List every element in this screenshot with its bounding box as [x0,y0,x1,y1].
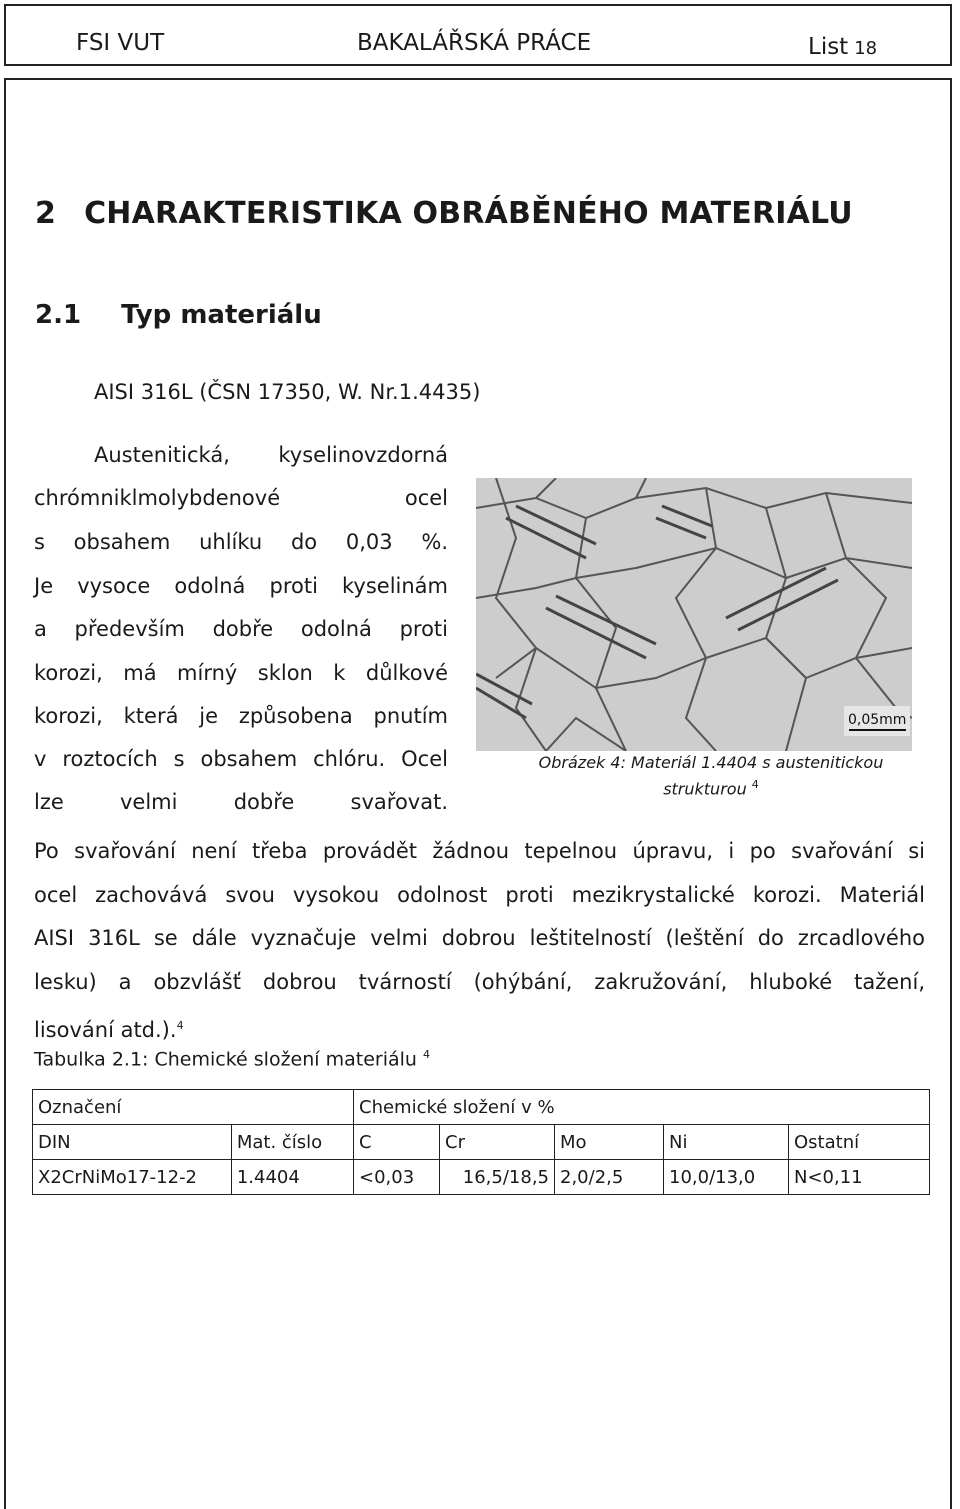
table-caption-reference: 4 [423,1048,430,1061]
material-designation: AISI 316L (ČSN 17350, W. Nr.1.4435) [94,380,481,404]
header-page-number [808,34,877,60]
table-row [33,1090,930,1125]
chapter-title: CHARAKTERISTIKA OBRÁBĚNÉHO MATERIÁLU [84,196,853,231]
paragraph-line: lesku) a obzvlášť dobrou tvárností (ohýbání, zakružování, hluboké tažení, [34,969,925,994]
table-caption-text: Tabulka 2.1: Chemické složení materiálu [34,1048,417,1071]
caption-reference: 4 [751,778,759,791]
table-cell: Mat. číslo [231,1125,353,1160]
paragraph-line: AISI 316L se dále vyznačuje velmi dobrou leštitelností (leštění do zrcadlového [34,926,925,950]
header-page-value: 18 [854,38,878,59]
scale-bar-label: 0,05mm [848,712,907,728]
microstructure-image [476,478,912,751]
caption-line-2 [476,774,946,800]
text-line: v roztocích s obsahem chlóru. Ocel [34,747,448,771]
text-line: a především dobře odolná proti [34,617,448,641]
header-page-label: List [808,34,849,60]
paragraph-line: ocel zachovává svou vysokou odolnost proti mezikrystalické korozi. Materiál [34,882,925,907]
table-cell: DIN [33,1125,232,1160]
table-cell: Ostatní [789,1125,930,1160]
page-header [4,4,952,66]
table-cell: Označení [33,1090,354,1125]
paragraph-last-text: lisování atd.). [34,1018,177,1042]
text-line: korozi, která je způsobena pnutím [34,704,448,728]
body-paragraph [34,830,925,1048]
austenite-grain-micrograph [476,478,912,751]
chemical-composition-table [32,1089,930,1195]
header-thesis-type: BAKALÁŘSKÁ PRÁCE [357,30,592,56]
chapter-heading [35,196,853,231]
text-line: s obsahem uhlíku do 0,03 %. [34,530,448,554]
text-line: korozi, má mírný sklon k důlkové [34,661,448,685]
table-cell: 1.4404 [231,1160,353,1195]
table-cell: 10,0/13,0 [664,1160,789,1195]
table-cell: 2,0/2,5 [555,1160,664,1195]
table-cell: Ni [664,1125,789,1160]
table-row [33,1160,930,1195]
text-line: Austenitická, kyselinovzdorná [94,443,448,467]
text-line: lze velmi dobře svařovat. [34,790,448,814]
table-cell: Mo [555,1125,664,1160]
table-cell: Cr [440,1125,555,1160]
table-row [33,1125,930,1160]
paragraph-line: Po svařování není třeba provádět žádnou tepelnou úpravu, i po svařování si [34,839,925,863]
caption-line-2-text: strukturou [663,779,747,799]
figure-caption [476,752,946,800]
paragraph-reference: 4 [176,1019,184,1032]
text-line: Je vysoce odolná proti kyselinám [34,574,448,598]
table-cell: C [354,1125,440,1160]
header-faculty: FSI VUT [76,30,165,56]
caption-line-1: Obrázek 4: Materiál 1.4404 s austenitickou [538,753,884,772]
table-cell: <0,03 [354,1160,440,1195]
table-caption [34,1048,430,1070]
chapter-number: 2 [35,196,57,231]
text-line: chrómniklmolybdenové ocel [34,486,448,510]
table-cell: 16,5/18,5 [440,1160,555,1195]
section-title: Typ materiálu [121,300,322,330]
table-cell: Chemické složení v % [354,1090,930,1125]
section-heading [35,300,322,330]
section-number: 2.1 [35,300,82,330]
paragraph-last-line [34,1004,925,1048]
table-cell: N<0,11 [789,1160,930,1195]
table-cell: X2CrNiMo17-12-2 [33,1160,232,1195]
